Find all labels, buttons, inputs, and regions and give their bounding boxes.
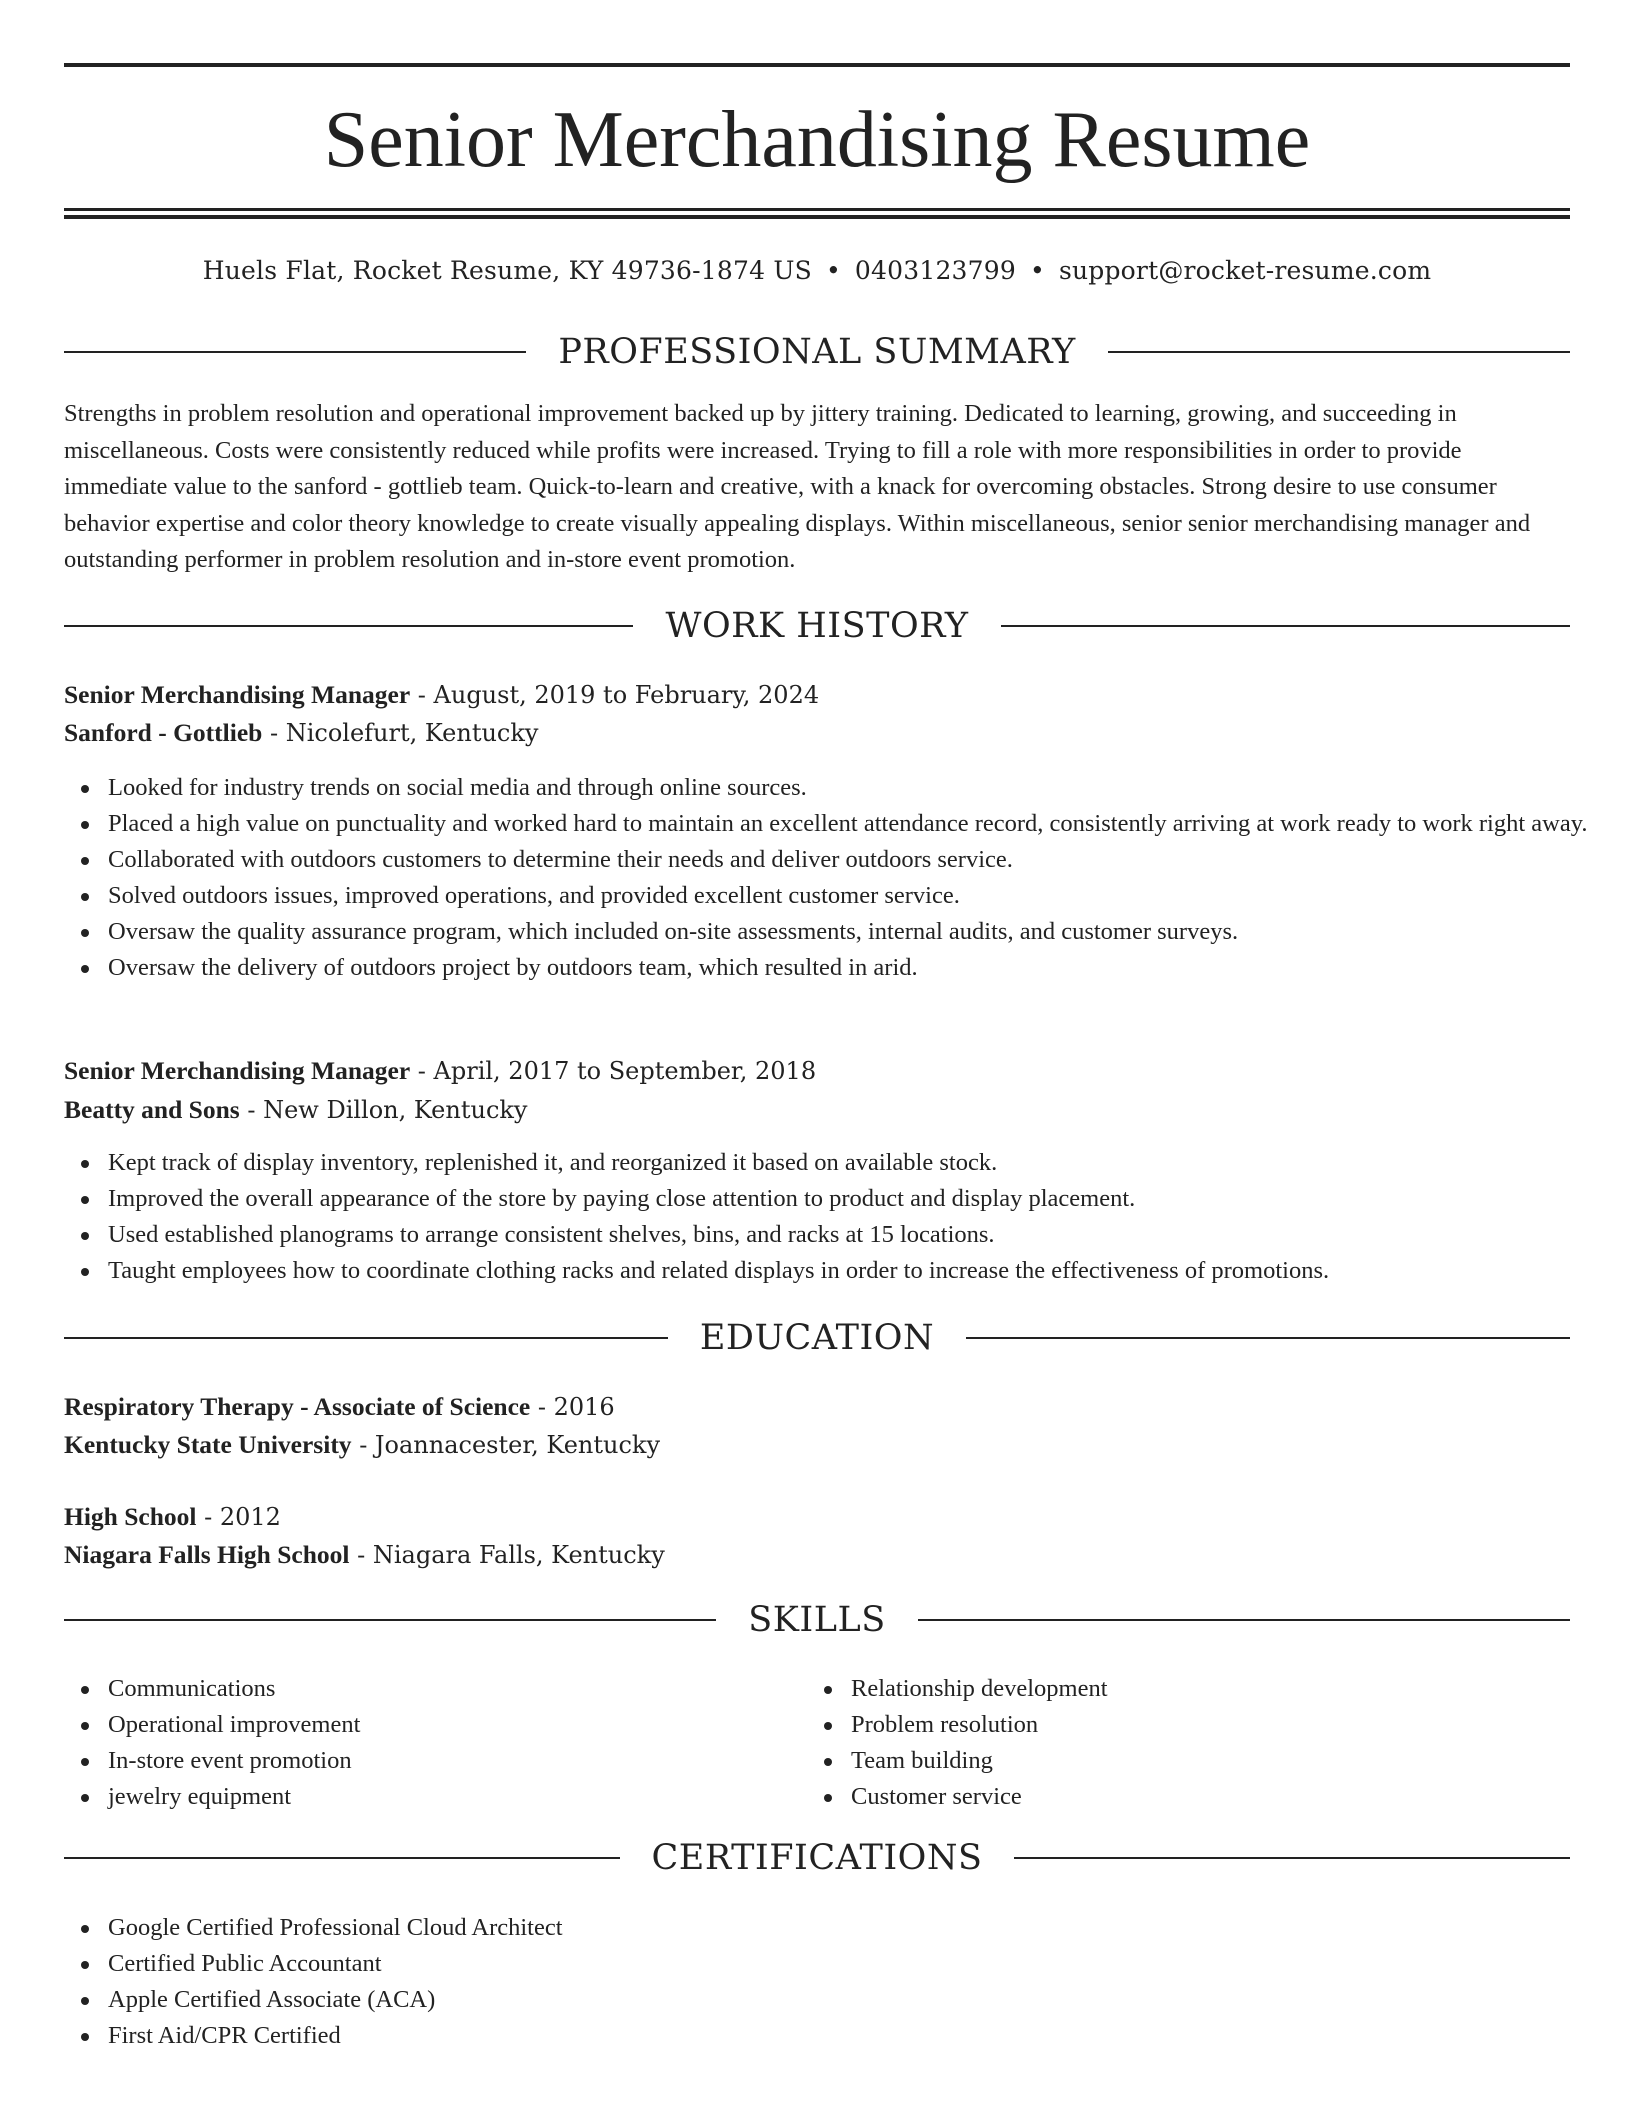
top-rule [64,63,1570,67]
heading-rule [64,1619,716,1621]
contact-phone: 0403123799 [854,256,1016,285]
skill-item: jewelry equipment [108,1779,808,1815]
contact-line [64,254,1570,288]
job-title-line [64,676,1570,714]
job-location: - New Dillon, Kentucky [239,1096,528,1124]
resume-title: Senior Merchandising Resume [323,96,1311,184]
list-item: Oversaw the quality assurance program, which included on-site assessments, internal audits, and customer surveys. [108,914,1614,950]
skill-item: Operational improvement [108,1707,808,1743]
certification-item: Certified Public Accountant [108,1946,1614,1982]
job-title-line [64,1052,1570,1090]
job-company-line [64,714,1570,752]
heading-rule [64,1857,620,1859]
education-school: Niagara Falls High School [64,1540,350,1569]
list-item: Kept track of display inventory, replenished it, and reorganized it based on available stock. [108,1145,1614,1181]
heading-rule [1108,351,1570,353]
list-item: Oversaw the delivery of outdoors project by outdoors team, which resulted in arid. [108,950,1614,986]
education-heading [64,1316,1570,1360]
heading-rule [966,1337,1570,1339]
contact-separator: • [1029,256,1045,285]
contact-separator: • [825,256,841,285]
education-degree: Respiratory Therapy - Associate of Science [64,1392,531,1421]
education-location: - Niagara Falls, Kentucky [349,1541,665,1569]
job-title: Senior Merchandising Manager [64,1056,411,1085]
certifications-list [64,1910,1614,2054]
certification-item: Apple Certified Associate (ACA) [108,1982,1614,2018]
certifications-heading [64,1836,1570,1880]
summary-text: Strengths in problem resolution and operational improvement backed up by jittery training. Dedicated to learning, growing, and succeeding in miscellaneous. Costs were consistently reduced while profits were increased. Trying to fill a role with more responsibilities in order to provide immediate value to the sanford - gottlieb team. Quick-to-learn and creative, with a knack for overcoming obstacles. Strong desire to use consumer behavior expertise and color theory knowledge to create visually appealing displays. Within miscellaneous, senior senior merchandising manager and outstanding performer in problem resolution and in-store event promotion. [64,400,1531,573]
job-dates: - April, 2017 to September, 2018 [410,1057,817,1085]
contact-address: Huels Flat, Rocket Resume, KY 49736-1874 US [202,256,812,285]
skill-item: In-store event promotion [108,1743,808,1779]
certification-item: Google Certified Professional Cloud Architect [108,1910,1614,1946]
education-degree-line [64,1498,1570,1536]
job-company: Sanford - Gottlieb [64,718,263,747]
skills-list-left [64,1671,808,1815]
title-double-rule [64,208,1570,219]
work-heading-label: WORK HISTORY [665,606,969,646]
education-school-line [64,1536,1570,1574]
job-bullets [64,1145,1614,1289]
certification-item: First Aid/CPR Certified [108,2018,1614,2054]
heading-rule [918,1619,1570,1621]
list-item: Solved outdoors issues, improved operations, and provided excellent customer service. [108,878,1614,914]
summary-heading [64,330,1570,374]
skills-heading [64,1598,1570,1642]
education-year: - 2012 [196,1503,281,1531]
job-dates: - August, 2019 to February, 2024 [410,681,820,709]
summary-heading-label: PROFESSIONAL SUMMARY [558,332,1076,372]
heading-rule [64,625,633,627]
heading-rule [64,351,526,353]
education-year: - 2016 [530,1393,615,1421]
list-item: Taught employees how to coordinate clothing racks and related displays in order to increase the effectiveness of promotions. [108,1253,1614,1289]
skill-item: Relationship development [851,1671,1551,1707]
job-company-line [64,1091,1570,1129]
education-heading-label: EDUCATION [699,1318,935,1358]
job-title: Senior Merchandising Manager [64,680,411,709]
skill-item: Problem resolution [851,1707,1551,1743]
heading-rule [1014,1857,1570,1859]
list-item: Collaborated with outdoors customers to determine their needs and deliver outdoors service. [108,842,1614,878]
education-degree-line [64,1388,1570,1426]
list-item: Improved the overall appearance of the store by paying close attention to product and display placement. [108,1181,1614,1217]
work-heading [64,604,1570,648]
heading-rule [1001,625,1570,627]
heading-rule [64,1337,668,1339]
education-school: Kentucky State University [64,1430,352,1459]
skill-item: Communications [108,1671,808,1707]
list-item: Looked for industry trends on social media and through online sources. [108,770,1614,806]
education-degree: High School [64,1502,197,1531]
skill-item: Customer service [851,1779,1551,1815]
skills-list-right [807,1671,1551,1815]
job-location: - Nicolefurt, Kentucky [262,719,539,747]
list-item: Placed a high value on punctuality and worked hard to maintain an excellent attendance record, consistently arriving at work ready to work right away. [108,806,1614,842]
education-location: - Joannacester, Kentucky [351,1431,661,1459]
certifications-heading-label: CERTIFICATIONS [651,1838,983,1878]
education-school-line [64,1426,1570,1464]
job-company: Beatty and Sons [64,1095,240,1124]
list-item: Used established planograms to arrange consistent shelves, bins, and racks at 15 locations. [108,1217,1614,1253]
job-bullets [64,770,1614,986]
contact-email: support@rocket-resume.com [1058,256,1432,285]
skills-heading-label: SKILLS [748,1600,886,1640]
skill-item: Team building [851,1743,1551,1779]
